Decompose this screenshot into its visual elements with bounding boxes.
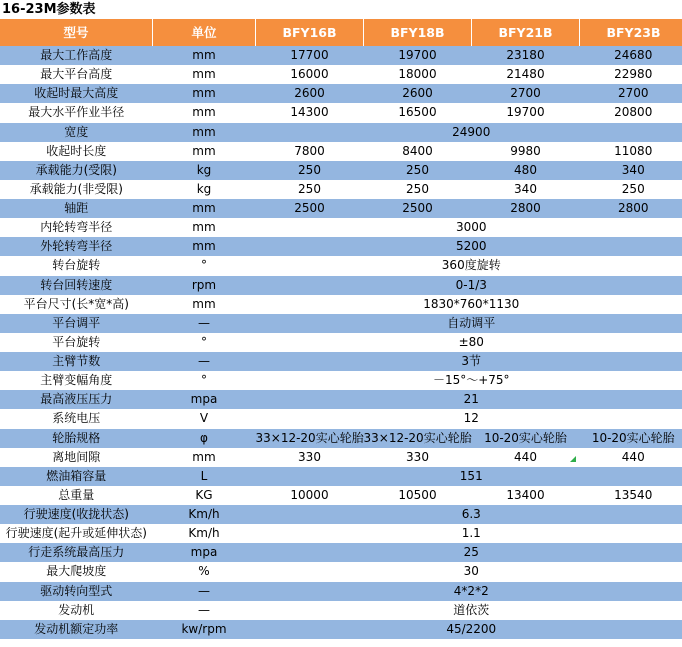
- param-cell: 内轮转弯半径: [0, 218, 153, 237]
- param-cell: 轮胎规格: [0, 429, 153, 448]
- table-row: [0, 180, 682, 199]
- value-cell: 7800: [256, 142, 364, 161]
- value-cell: 8400: [364, 142, 472, 161]
- table-row: [0, 486, 682, 505]
- value-cell: 16000: [256, 65, 364, 84]
- value-cell: 16500: [364, 103, 472, 122]
- header-bfy18b: BFY18B: [364, 19, 472, 46]
- merged-value-cell: 0-1/3: [256, 276, 682, 295]
- table-row: [0, 218, 682, 237]
- value-cell: 2800: [580, 199, 682, 218]
- value-cell: 250: [364, 161, 472, 180]
- table-row: [0, 333, 682, 352]
- unit-cell: mm: [153, 295, 256, 314]
- value-cell: 10500: [364, 486, 472, 505]
- unit-cell: φ: [153, 429, 256, 448]
- unit-cell: °: [153, 333, 256, 352]
- table-row: [0, 582, 682, 601]
- page-title: 16-23M参数表: [2, 2, 96, 17]
- table-row: [0, 371, 682, 390]
- table-row: [0, 390, 682, 409]
- value-cell: 13400: [472, 486, 580, 505]
- param-cell: 行走系统最高压力: [0, 543, 153, 562]
- unit-cell: V: [153, 409, 256, 428]
- table-row: [0, 601, 682, 620]
- value-cell: 2800: [472, 199, 580, 218]
- unit-cell: kg: [153, 161, 256, 180]
- table-row: [0, 562, 682, 581]
- table-row: [0, 199, 682, 218]
- value-cell: 33×12-20实心轮胎: [364, 429, 472, 448]
- param-cell: 平台旋转: [0, 333, 153, 352]
- param-cell: 主臂节数: [0, 352, 153, 371]
- unit-cell: mm: [153, 123, 256, 142]
- table-row: [0, 142, 682, 161]
- value-cell: 2500: [364, 199, 472, 218]
- value-cell: 2700: [580, 84, 682, 103]
- param-cell: 驱动转向型式: [0, 582, 153, 601]
- header-bfy23b: BFY23B: [580, 19, 682, 46]
- value-cell: 11080: [580, 142, 682, 161]
- unit-cell: mm: [153, 84, 256, 103]
- header-bfy16b: BFY16B: [256, 19, 364, 46]
- value-cell: 24680: [580, 46, 682, 65]
- param-cell: 收起时最大高度: [0, 84, 153, 103]
- merged-value-cell: 1.1: [256, 524, 682, 543]
- value-cell: 330: [256, 448, 364, 467]
- table-row: [0, 543, 682, 562]
- value-cell: 23180: [472, 46, 580, 65]
- table-row: [0, 314, 682, 333]
- merged-value-cell: 5200: [256, 237, 682, 256]
- table-row: [0, 409, 682, 428]
- table-row: [0, 352, 682, 371]
- param-cell: 轴距: [0, 199, 153, 218]
- unit-cell: mm: [153, 218, 256, 237]
- value-cell: 340: [472, 180, 580, 199]
- unit-cell: mm: [153, 65, 256, 84]
- table-row: [0, 123, 682, 142]
- unit-cell: KG: [153, 486, 256, 505]
- merged-value-cell: ±80: [256, 333, 682, 352]
- unit-cell: Km/h: [153, 524, 256, 543]
- value-cell: 21480: [472, 65, 580, 84]
- value-cell: 2600: [256, 84, 364, 103]
- value-cell: 33×12-20实心轮胎: [256, 429, 364, 448]
- param-cell: 发动机: [0, 601, 153, 620]
- header-unit: 单位: [153, 19, 256, 46]
- unit-cell: mm: [153, 46, 256, 65]
- param-cell: 燃油箱容量: [0, 467, 153, 486]
- merged-value-cell: 45/2200: [256, 620, 682, 639]
- unit-cell: rpm: [153, 276, 256, 295]
- spec-table: [0, 19, 682, 639]
- param-cell: 转台回转速度: [0, 276, 153, 295]
- merged-value-cell: 3000: [256, 218, 682, 237]
- table-row: [0, 161, 682, 180]
- table-row: [0, 429, 682, 448]
- merged-value-cell: 自动调平: [256, 314, 682, 333]
- value-cell: 440: [472, 448, 580, 467]
- cell-comment-marker: [570, 456, 576, 462]
- merged-value-cell: －15°～+75°: [256, 371, 682, 390]
- spec-table-body: [0, 19, 682, 639]
- unit-cell: mm: [153, 103, 256, 122]
- merged-value-cell: 21: [256, 390, 682, 409]
- param-cell: 行驶速度(收拢状态): [0, 505, 153, 524]
- table-row: [0, 103, 682, 122]
- table-row: [0, 237, 682, 256]
- param-cell: 最高液压压力: [0, 390, 153, 409]
- value-cell: 330: [364, 448, 472, 467]
- table-row: [0, 84, 682, 103]
- param-cell: 最大爬坡度: [0, 562, 153, 581]
- unit-cell: —: [153, 352, 256, 371]
- param-cell: 离地间隙: [0, 448, 153, 467]
- unit-cell: mm: [153, 199, 256, 218]
- param-cell: 平台尺寸(长*宽*高): [0, 295, 153, 314]
- value-cell: 250: [364, 180, 472, 199]
- value-cell: 250: [256, 180, 364, 199]
- table-row: [0, 505, 682, 524]
- value-cell: 250: [256, 161, 364, 180]
- value-cell: 19700: [364, 46, 472, 65]
- merged-value-cell: 3节: [256, 352, 682, 371]
- table-row: [0, 256, 682, 275]
- value-cell: 9980: [472, 142, 580, 161]
- table-row: [0, 276, 682, 295]
- param-cell: 最大工作高度: [0, 46, 153, 65]
- table-row: [0, 448, 682, 467]
- unit-cell: —: [153, 314, 256, 333]
- value-cell: 20800: [580, 103, 682, 122]
- merged-value-cell: 1830*760*1130: [256, 295, 682, 314]
- value-cell: 340: [580, 161, 682, 180]
- param-cell: 宽度: [0, 123, 153, 142]
- unit-cell: mpa: [153, 543, 256, 562]
- unit-cell: mm: [153, 237, 256, 256]
- value-cell: 19700: [472, 103, 580, 122]
- table-row: [0, 295, 682, 314]
- value-cell: 250: [580, 180, 682, 199]
- unit-cell: °: [153, 371, 256, 390]
- table-row: [0, 467, 682, 486]
- param-cell: 总重量: [0, 486, 153, 505]
- table-row: [0, 524, 682, 543]
- param-cell: 发动机额定功率: [0, 620, 153, 639]
- merged-value-cell: 151: [256, 467, 682, 486]
- value-cell: 10-20实心轮胎: [472, 429, 580, 448]
- table-row: [0, 65, 682, 84]
- unit-cell: mm: [153, 142, 256, 161]
- unit-cell: %: [153, 562, 256, 581]
- value-cell: 22980: [580, 65, 682, 84]
- param-cell: 行驶速度(起升或延伸状态): [0, 524, 153, 543]
- merged-value-cell: 12: [256, 409, 682, 428]
- table-row: [0, 620, 682, 639]
- table-header-row: [0, 19, 682, 46]
- param-cell: 转台旋转: [0, 256, 153, 275]
- param-cell: 承载能力(受限): [0, 161, 153, 180]
- param-cell: 收起时长度: [0, 142, 153, 161]
- param-cell: 最大水平作业半径: [0, 103, 153, 122]
- value-cell: 14300: [256, 103, 364, 122]
- param-cell: 平台调平: [0, 314, 153, 333]
- param-cell: 最大平台高度: [0, 65, 153, 84]
- value-cell: 10000: [256, 486, 364, 505]
- param-cell: 主臂变幅角度: [0, 371, 153, 390]
- unit-cell: °: [153, 256, 256, 275]
- value-cell: 440: [580, 448, 682, 467]
- header-bfy21b: BFY21B: [472, 19, 580, 46]
- merged-value-cell: 360度旋转: [256, 256, 682, 275]
- unit-cell: mpa: [153, 390, 256, 409]
- value-cell: 2700: [472, 84, 580, 103]
- value-cell: 17700: [256, 46, 364, 65]
- value-cell: 2600: [364, 84, 472, 103]
- unit-cell: L: [153, 467, 256, 486]
- value-cell: 13540: [580, 486, 682, 505]
- header-model: 型号: [0, 19, 153, 46]
- value-cell: 2500: [256, 199, 364, 218]
- value-cell: 10-20实心轮胎: [580, 429, 682, 448]
- merged-value-cell: 道依茨: [256, 601, 682, 620]
- value-cell: 18000: [364, 65, 472, 84]
- merged-value-cell: 30: [256, 562, 682, 581]
- merged-value-cell: 25: [256, 543, 682, 562]
- merged-value-cell: 4*2*2: [256, 582, 682, 601]
- merged-value-cell: 6.3: [256, 505, 682, 524]
- param-cell: 系统电压: [0, 409, 153, 428]
- param-cell: 外轮转弯半径: [0, 237, 153, 256]
- unit-cell: kg: [153, 180, 256, 199]
- table-row: [0, 46, 682, 65]
- unit-cell: mm: [153, 448, 256, 467]
- unit-cell: Km/h: [153, 505, 256, 524]
- unit-cell: —: [153, 601, 256, 620]
- merged-value-cell: 24900: [256, 123, 682, 142]
- param-cell: 承载能力(非受限): [0, 180, 153, 199]
- value-cell: 480: [472, 161, 580, 180]
- unit-cell: kw/rpm: [153, 620, 256, 639]
- unit-cell: —: [153, 582, 256, 601]
